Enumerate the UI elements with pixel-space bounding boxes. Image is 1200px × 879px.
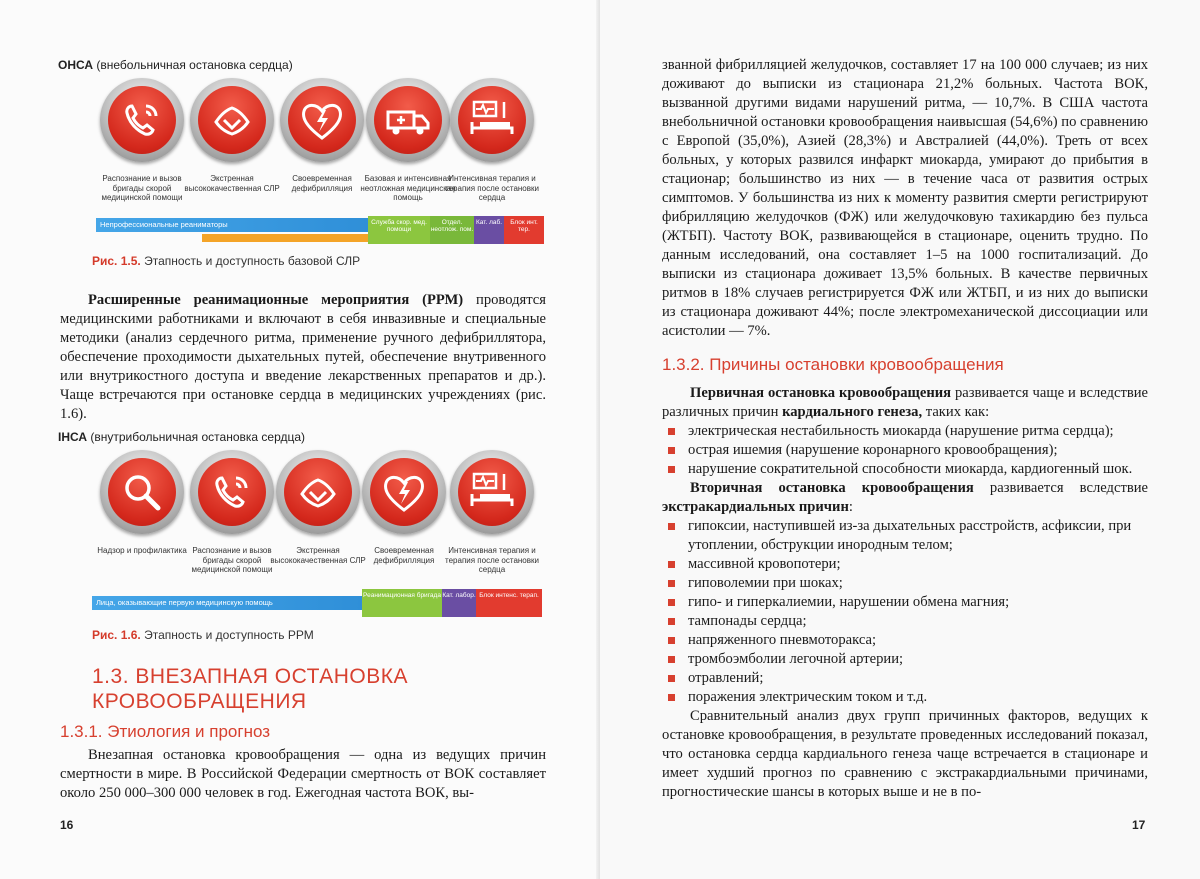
list-item: нарушение сократительной способности миокарда, кардиогенный шок. bbox=[662, 460, 1148, 479]
list-item: отравлений; bbox=[662, 669, 1148, 688]
list-item: тромбоэмболии легочной артерии; bbox=[662, 650, 1148, 669]
fig2-bar-first-aid: Лица, оказывающие первую медицинскую помощь bbox=[92, 596, 362, 610]
page-number-left: 16 bbox=[60, 818, 74, 832]
list-item: поражения электрическим током и т.д. bbox=[662, 688, 1148, 707]
fig1-bar-ems: Служба скор. мед. помощи bbox=[368, 216, 430, 244]
fig2-caption-2: Распознание и вызов бригады скорой медицинской помощи bbox=[191, 546, 273, 574]
fig1-caption-2: Экстренная высококачественная СЛР bbox=[184, 174, 280, 193]
heart-defibrillator-icon bbox=[362, 450, 446, 534]
primary-causes-list bbox=[662, 422, 1148, 479]
fig1-caption-4: Базовая и интенсивная неотложная медицинская помощь bbox=[360, 174, 456, 202]
causes-block bbox=[662, 384, 1148, 802]
fig1-bar-icu: Блок инт. тер. bbox=[504, 216, 544, 244]
para-comparative-analysis: Сравнительный анализ двух групп причинных факторов, ведущих к остановке кровообращения, в результате проведенных исследований показал, что остановка сердца кардиального генеза чаще встречается в стационаре и имеет худший прогноз по сравнению с экстракардиальными причинами, прогностические шансы в которых выше и не в по- bbox=[662, 708, 1148, 800]
hospital-bed-monitor-icon bbox=[450, 450, 534, 534]
fig2-caption-5: Интенсивная терапия и терапия после остановки сердца bbox=[445, 546, 539, 574]
ambulance-icon bbox=[366, 78, 450, 162]
list-item: массивной кровопотери; bbox=[662, 555, 1148, 574]
fig2-title: ІНСА (внутрибольничная остановка сердца) bbox=[58, 430, 306, 444]
fig1-bar-cathlab: Кат. лаб. bbox=[474, 216, 504, 244]
list-item: тампонады сердца; bbox=[662, 612, 1148, 631]
right-page bbox=[600, 0, 1200, 879]
section-title: 1.3. ВНЕЗАПНАЯ ОСТАНОВКА КРОВООБРАЩЕНИЯ bbox=[92, 665, 408, 713]
subsection-title-causes: 1.3.2. Причины остановки кровообращения bbox=[662, 355, 1004, 374]
fig1-bar-orange bbox=[202, 234, 368, 242]
fig1-caption: Рис. 1.5. Этапность и доступность базовой СЛР bbox=[92, 254, 361, 268]
hands-cpr-icon bbox=[276, 450, 360, 534]
fig1-bar-lay-rescuers: Непрофессиональные реаниматоры bbox=[96, 218, 368, 232]
fig2-caption: Рис. 1.6. Этапность и доступность РРМ bbox=[92, 628, 314, 642]
fig1-caption-1: Распознание и вызов бригады скорой медицинской помощи bbox=[101, 174, 183, 202]
page-number-right: 17 bbox=[1132, 818, 1146, 832]
list-item: напряженного пневмоторакса; bbox=[662, 631, 1148, 650]
fig2-bar-resus-team: Реанимационная бригада bbox=[362, 589, 442, 617]
list-item: гипо- и гиперкалиемии, нарушении обмена магния; bbox=[662, 593, 1148, 612]
phone-icon bbox=[190, 450, 274, 534]
fig2-bar-icu: Блок интенс. терап. bbox=[476, 589, 542, 617]
secondary-causes-list bbox=[662, 517, 1148, 707]
list-item: электрическая нестабильность миокарда (нарушение ритма сердца); bbox=[662, 422, 1148, 441]
fig2-bar-cathlab: Кат. лабор. bbox=[442, 589, 476, 617]
heart-defibrillator-icon bbox=[280, 78, 364, 162]
fig2-caption-3: Экстренная высококачественная СЛР bbox=[270, 546, 366, 565]
fig2-caption-4: Своевременная дефибрилляция bbox=[373, 546, 435, 565]
magnifier-icon bbox=[100, 450, 184, 534]
list-item: острая ишемия (нарушение коронарного кровообращения); bbox=[662, 441, 1148, 460]
fig1-title: ОНСА (внебольничная остановка сердца) bbox=[58, 58, 293, 72]
subsection-title-etiology: 1.3.1. Этиология и прогноз bbox=[60, 722, 271, 741]
para-primary-arrest: Первичная остановка кровообращения развивается чаще и вследствие различных причин кардиального генеза, таких как: bbox=[662, 385, 1149, 420]
para-etiology: Внезапная остановка кровообращения — одна из ведущих причин смертности в мире. В Российской Федерации смертность от ВОК составляет около 250 000–300 000 человек в год. Ежегодная частота ВОК, вы- bbox=[60, 747, 546, 801]
list-item: гипоксии, наступившей из-за дыхательных расстройств, асфиксии, при утоплении, обструкции инородным телом; bbox=[662, 517, 1148, 555]
para-advanced-resuscitation: Расширенные реанимационные мероприятия (РРМ) проводятся медицинскими работниками и включают в себя инвазивные и специальные методики (анализ сердечного ритма, применение ручного дефибриллятора, обеспечение проходимости дыхательных путей, обеспечение внутривенного или внутрикостного доступа и введение лекарственных препаратов и др.). Чаще встречаются при остановке сердца в медицинских учреждениях (рис. 1.6). bbox=[60, 292, 546, 422]
hands-cpr-icon bbox=[190, 78, 274, 162]
fig2-caption-1: Надзор и профилактика bbox=[97, 546, 187, 555]
phone-icon bbox=[100, 78, 184, 162]
hospital-bed-monitor-icon bbox=[450, 78, 534, 162]
para-statistics: званной фибрилляцией желудочков, составляет 17 на 100 000 случаев; из них доживают до выписки из стационара 21,2% больных. Частота ВОК, вызванной другими видами нарушений ритма, — 10,7%. В США частота внебольничной остановки кровообращения наивысшая (54,6%) по сравнению с Европой (35,0%), Азией (28,3%) и Австралией (44,0%). Треть от всех больных, у которых развился инфаркт миокарда, умирают до прибытия в стационар; большинство из них — в течение часа от развития острых симптомов. У большинства из них к моменту развития смерти регистрируют фибрилляцию желудочков (ФЖ) или желудочковую тахикардию без пульса (ЖТБП). Частоту ВОК, развивающейся в стационаре, оценить трудно. По данным исследований, она составляет 1–5 на 1000 госпитализаций. До выписки из стационара доживает 13,5% больных. В качестве первичных ритмов в 18% случаев регистрируется ФЖ или ЖТБП, и из них до выписки из стационара доживают 44%; после электромеханической диссоциации или асистолии — 7%. bbox=[662, 57, 1148, 339]
list-item: гиповолемии при шоках; bbox=[662, 574, 1148, 593]
fig1-caption-3: Своевременная дефибрилляция bbox=[291, 174, 353, 193]
fig1-bar-ed: Отдел. неотлож. пом. bbox=[430, 216, 474, 244]
para-secondary-arrest: Вторичная остановка кровообращения развивается вследствие экстракардиальных причин: bbox=[662, 480, 1148, 515]
fig1-caption-5: Интенсивная терапия и терапия после остановки сердца bbox=[445, 174, 539, 202]
